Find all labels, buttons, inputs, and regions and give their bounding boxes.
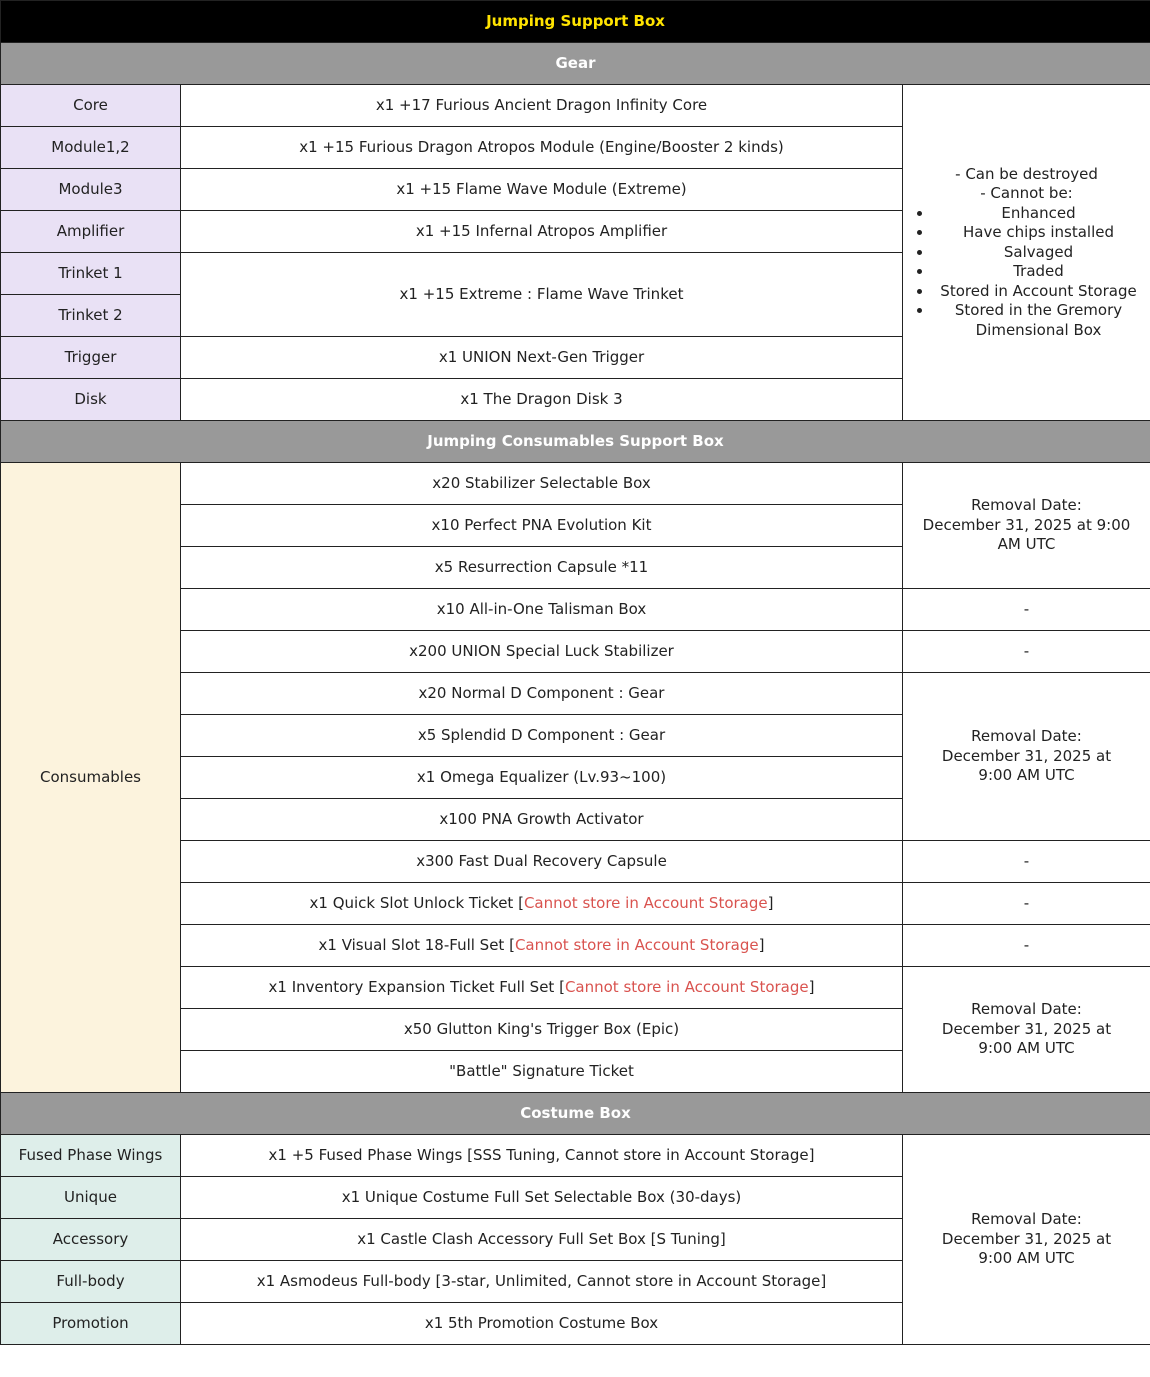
item-text: x1 Asmodeus Full-body [3-star, Unlimited, Cannot store in Account Storage]	[181, 1261, 903, 1303]
row-label: Disk	[1, 379, 181, 421]
item-text: x1 The Dragon Disk 3	[181, 379, 903, 421]
storage-warning: Cannot store in Account Storage	[523, 893, 768, 912]
note-line: December 31, 2025 at	[941, 1229, 1112, 1248]
row-label: Module1,2	[1, 127, 181, 169]
row-label: Fused Phase Wings	[1, 1135, 181, 1177]
removal-note: -	[903, 841, 1150, 883]
removal-note: -	[903, 883, 1150, 925]
item-text-end: ]	[767, 893, 774, 912]
storage-warning: Cannot store in Account Storage	[564, 977, 809, 996]
item-text: x1 Castle Clash Accessory Full Set Box [S Tuning]	[181, 1219, 903, 1261]
note-line: Removal Date:	[971, 1000, 1082, 1019]
table-row	[1, 1135, 1150, 1177]
list-item: • Traded	[933, 262, 1144, 282]
note-line: - Cannot be:	[980, 184, 1073, 203]
item-text: x1 UNION Next-Gen Trigger	[181, 337, 903, 379]
item-text: x1 Unique Costume Full Set Selectable Box (30-days)	[181, 1177, 903, 1219]
note-line: 9:00 AM UTC	[978, 766, 1075, 785]
item-text: x10 Perfect PNA Evolution Kit	[181, 505, 903, 547]
item-text	[181, 925, 903, 967]
list-item: • Enhanced	[933, 204, 1144, 224]
removal-note	[903, 673, 1150, 841]
item-text	[181, 883, 903, 925]
row-label: Module3	[1, 169, 181, 211]
item-text-main: x1 Quick Slot Unlock Ticket [	[309, 893, 524, 912]
list-item: • Stored in Account Storage	[933, 282, 1144, 302]
item-text-end: ]	[758, 935, 765, 954]
item-text: x1 +15 Flame Wave Module (Extreme)	[181, 169, 903, 211]
table-row	[1, 85, 1150, 127]
table-row	[1, 463, 1150, 505]
item-text: x1 +15 Furious Dragon Atropos Module (Engine/Booster 2 kinds)	[181, 127, 903, 169]
row-label: Amplifier	[1, 211, 181, 253]
storage-warning: Cannot store in Account Storage	[514, 935, 759, 954]
note-line: Removal Date:	[971, 727, 1082, 746]
item-text: x100 PNA Growth Activator	[181, 799, 903, 841]
item-text: x5 Splendid D Component : Gear	[181, 715, 903, 757]
row-label: Trinket 2	[1, 295, 181, 337]
row-label: Promotion	[1, 1303, 181, 1345]
item-text: x10 All-in-One Talisman Box	[181, 589, 903, 631]
removal-note	[903, 1135, 1150, 1345]
item-text	[181, 967, 903, 1009]
row-label: Accessory	[1, 1219, 181, 1261]
row-label: Consumables	[1, 463, 181, 1093]
list-item: • Have chips installed	[933, 223, 1144, 243]
section-header-consumables: Jumping Consumables Support Box	[1, 421, 1150, 463]
note-line: 9:00 AM UTC	[978, 1249, 1075, 1268]
item-text: x50 Glutton King's Trigger Box (Epic)	[181, 1009, 903, 1051]
removal-note: -	[903, 631, 1150, 673]
note-line: 9:00 AM UTC	[978, 1039, 1075, 1058]
restriction-list	[909, 204, 1144, 341]
row-label: Trinket 1	[1, 253, 181, 295]
item-text: x1 5th Promotion Costume Box	[181, 1303, 903, 1345]
item-text: x1 +15 Infernal Atropos Amplifier	[181, 211, 903, 253]
row-label: Core	[1, 85, 181, 127]
removal-note: -	[903, 589, 1150, 631]
row-label: Full-body	[1, 1261, 181, 1303]
item-text: x1 +17 Furious Ancient Dragon Infinity Core	[181, 85, 903, 127]
item-text: "Battle" Signature Ticket	[181, 1051, 903, 1093]
gear-notes	[903, 85, 1150, 421]
note-line: December 31, 2025 at	[941, 746, 1112, 765]
table-title: Jumping Support Box	[1, 1, 1150, 43]
removal-note	[903, 967, 1150, 1093]
section-header-costume: Costume Box	[1, 1093, 1150, 1135]
list-item: • Salvaged	[933, 243, 1144, 263]
item-text: x20 Stabilizer Selectable Box	[181, 463, 903, 505]
removal-note: -	[903, 925, 1150, 967]
row-label: Trigger	[1, 337, 181, 379]
item-text: x20 Normal D Component : Gear	[181, 673, 903, 715]
section-header-gear: Gear	[1, 43, 1150, 85]
item-text: x5 Resurrection Capsule *11	[181, 547, 903, 589]
item-text-main: x1 Inventory Expansion Ticket Full Set [	[268, 977, 565, 996]
note-line: December 31, 2025 at 9:00	[922, 515, 1131, 534]
list-item: • Stored in the Gremory Dimensional Box	[933, 301, 1144, 340]
item-text: x1 Omega Equalizer (Lv.93~100)	[181, 757, 903, 799]
note-line: - Can be destroyed	[955, 164, 1098, 183]
item-text: x300 Fast Dual Recovery Capsule	[181, 841, 903, 883]
item-text-main: x1 Visual Slot 18-Full Set [	[318, 935, 515, 954]
note-line: December 31, 2025 at	[941, 1019, 1112, 1038]
item-text: x200 UNION Special Luck Stabilizer	[181, 631, 903, 673]
item-text-end: ]	[808, 977, 815, 996]
note-line: Removal Date:	[971, 496, 1082, 515]
note-line: Removal Date:	[971, 1210, 1082, 1229]
item-text: x1 +15 Extreme : Flame Wave Trinket	[181, 253, 903, 337]
removal-note	[903, 463, 1150, 589]
item-text: x1 +5 Fused Phase Wings [SSS Tuning, Cannot store in Account Storage]	[181, 1135, 903, 1177]
note-line: AM UTC	[997, 535, 1056, 554]
row-label: Unique	[1, 1177, 181, 1219]
